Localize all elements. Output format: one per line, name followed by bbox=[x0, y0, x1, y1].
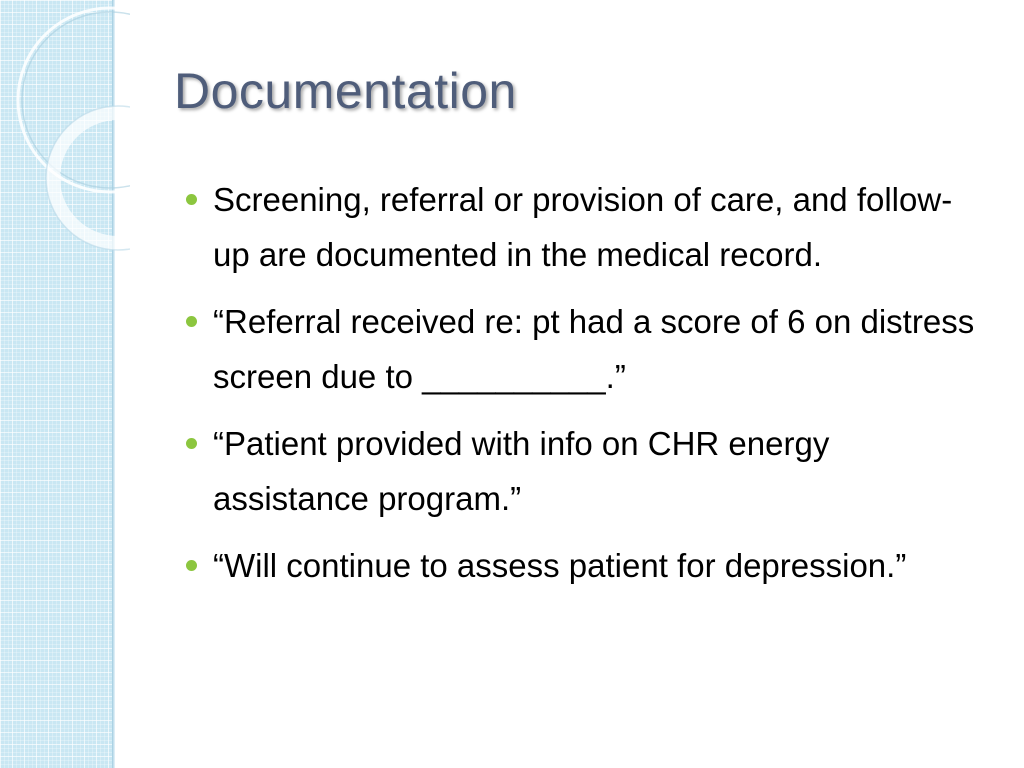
bullet-dot-icon bbox=[186, 316, 197, 327]
bullet-dot-icon bbox=[186, 438, 197, 449]
bullet-item bbox=[184, 538, 984, 593]
bullet-item bbox=[184, 172, 984, 282]
bullet-list bbox=[184, 172, 984, 605]
bullet-item bbox=[184, 294, 984, 404]
bullet-dot-icon bbox=[186, 194, 197, 205]
bullet-text: “Will continue to assess patient for depression.” bbox=[213, 547, 907, 584]
bullet-text: “Referral received re: pt had a score of 6 on distress screen due to __________.” bbox=[213, 303, 975, 395]
bullet-dot-icon bbox=[186, 560, 197, 571]
bullet-text: “Patient provided with info on CHR energy assistance program.” bbox=[213, 425, 830, 517]
bullet-text: Screening, referral or provision of care, and follow-up are documented in the medical record. bbox=[213, 181, 953, 273]
slide-title: Documentation bbox=[174, 63, 517, 119]
rings-decoration-icon bbox=[0, 0, 130, 260]
bullet-item bbox=[184, 416, 984, 526]
